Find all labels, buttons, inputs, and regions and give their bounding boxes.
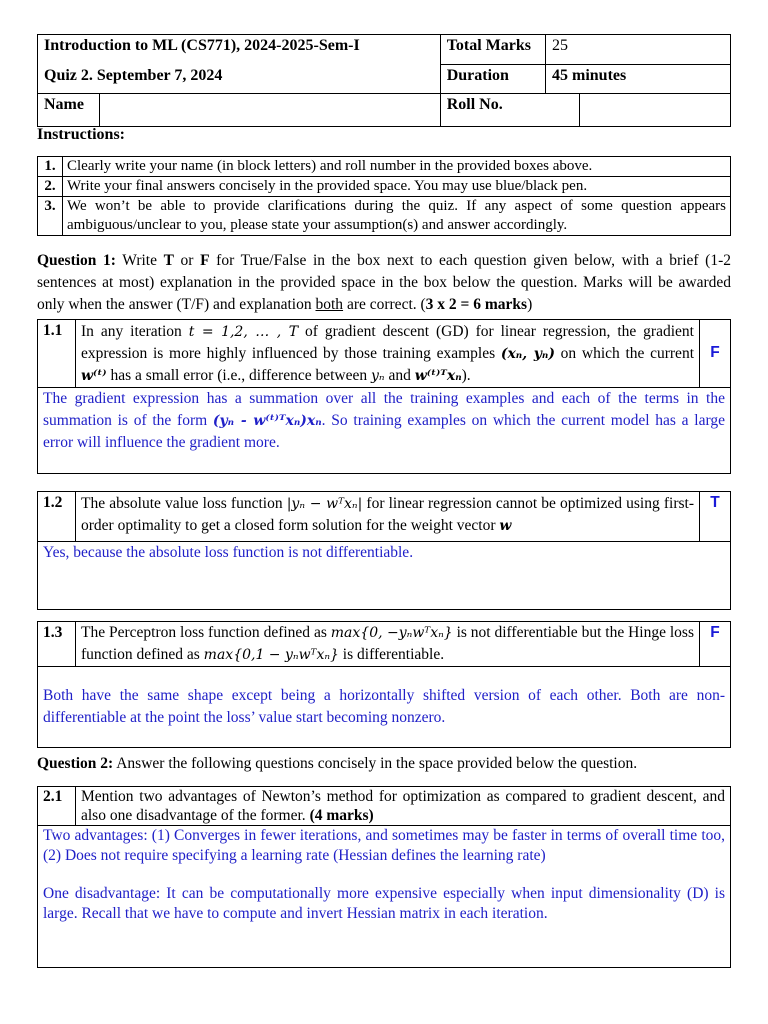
instructions-title: Instructions:	[37, 126, 126, 143]
q1-f: F	[200, 252, 210, 269]
question-text	[76, 492, 700, 542]
question1-intro	[37, 250, 731, 316]
q-text: is not differentiable but the Hinge loss function defined as	[81, 624, 695, 663]
q1-marks: 3 x 2 = 6 marks	[425, 296, 528, 313]
total-marks-value: 25	[546, 35, 731, 65]
math: max{0,1 − yₙwᵀxₙ}	[203, 647, 339, 663]
question-1-3	[37, 621, 731, 748]
instruction-text: Clearly write your name (in block letters) and roll number in the provided boxes above.	[63, 157, 731, 177]
q2-text: Answer the following questions concisely in the space provided below the question.	[113, 755, 638, 772]
instruction-text: We won’t be able to provide clarifications during the quiz. If any aspect of some question appears ambiguous/unclear to you, please state your assumption(s) and answer accordingly.	[63, 197, 731, 236]
q1-t: T	[163, 252, 174, 269]
answer-box[interactable]: T	[700, 492, 731, 542]
solution-text: The gradient expression has a summation over all the training examples and each of the terms in the summation is of the form	[43, 390, 725, 429]
course-title: Introduction to ML (CS771), 2024-2025-Sem-I	[38, 35, 441, 65]
q-text: In any iteration	[81, 323, 189, 340]
solution-box[interactable]: Both have the same shape except being a horizontally shifted version of each other. Both are non-differentiable at the point the loss’ value start becoming nonzero.	[38, 667, 731, 748]
question-text	[76, 320, 700, 388]
roll-label: Roll No.	[440, 94, 545, 127]
q-text: of gradient descent (GD) for linear regression, the gradient expression is more highly influenced by those training examples	[81, 323, 694, 362]
solution-box[interactable]	[38, 826, 731, 968]
solution-text: One disadvantage: It can be computationally more expensive especially when input dimensionality (D) is large. Recall that we have to compute and invert Hessian matrix in each iteration.	[43, 885, 725, 922]
solution-gap	[43, 865, 725, 884]
instruction-num: 2.	[38, 177, 63, 197]
q1-text: for True/False in the box next to each question given below, with a brief (1-2 sentences at most) explanation in the provided space in the box below the question. Marks will be awarded only when the answer (T/F) and explanation	[37, 252, 731, 313]
q-text: on which the current	[554, 345, 694, 362]
q-text: Mention two advantages of Newton’s method for optimization as compared to gradient descent, and also one disadvantage of the former.	[81, 788, 725, 824]
question-number: 2.1	[38, 787, 76, 826]
solution-text: . So training examples on which the current model has a large error will influence the gradient more.	[43, 412, 726, 451]
q-text: has a small error (i.e., difference between	[106, 367, 371, 384]
solution-text: Two advantages: (1) Converges in fewer iterations, and sometimes may be faster in terms of overall time too, (2) Does not require specifying a learning rate (Hessian defines the learning rate)	[43, 827, 725, 864]
total-marks-label: Total Marks	[440, 35, 545, 65]
header-table	[37, 34, 731, 127]
duration-value: 45 minutes	[546, 65, 731, 94]
roll-spacer	[546, 94, 580, 127]
q1-text: Write	[115, 252, 164, 269]
q1-both: both	[315, 296, 344, 313]
name-label: Name	[38, 94, 100, 126]
roll-field[interactable]	[580, 94, 731, 127]
question-number: 1.3	[38, 622, 76, 667]
instruction-num: 3.	[38, 197, 63, 236]
q1-text: or	[173, 252, 201, 269]
math: w	[499, 518, 512, 534]
q-text: and	[384, 367, 415, 384]
math: yₙ	[370, 368, 385, 384]
instructions-table	[37, 156, 731, 236]
question1-label: Question 1:	[37, 252, 116, 269]
q-marks: (4 marks)	[309, 807, 374, 824]
question-text	[76, 787, 731, 826]
name-row	[38, 94, 441, 127]
q-text: The absolute value loss function	[81, 495, 287, 512]
q-text: is differentiable.	[338, 646, 445, 663]
math: max{0, −yₙwᵀxₙ}	[330, 625, 453, 641]
answer-box[interactable]: F	[700, 622, 731, 667]
math: (xₙ, yₙ)	[500, 346, 555, 362]
question-number: 1.2	[38, 492, 76, 542]
answer-box[interactable]: F	[700, 320, 731, 388]
math: w⁽ᵗ⁾	[81, 368, 107, 384]
q1-text: )	[527, 296, 533, 313]
question2-label: Question 2:	[37, 755, 114, 772]
solution-box[interactable]	[38, 388, 731, 474]
q-text: ).	[461, 367, 471, 384]
math: |yₙ − wᵀxₙ|	[286, 496, 363, 512]
q-text: The Perceptron loss function defined as	[81, 624, 331, 641]
solution-box[interactable]: Yes, because the absolute loss function is not differentiable.	[38, 542, 731, 610]
question2-intro	[37, 755, 731, 773]
math: (yₙ - w⁽ᵗ⁾ᵀxₙ)xₙ	[212, 413, 322, 429]
question-1-2	[37, 491, 731, 610]
duration-label: Duration	[440, 65, 545, 94]
instruction-num: 1.	[38, 157, 63, 177]
question-number: 1.1	[38, 320, 76, 388]
name-field[interactable]	[100, 94, 440, 126]
q-text: for linear regression cannot be optimized using first-order optimality to get a closed form solution for the weight vector	[81, 495, 694, 534]
quiz-title: Quiz 2. September 7, 2024	[38, 65, 441, 94]
instruction-text: Write your final answers concisely in the provided space. You may use blue/black pen.	[63, 177, 731, 197]
question-1-1	[37, 319, 731, 474]
question-text	[76, 622, 700, 667]
math: w⁽ᵗ⁾ᵀxₙ	[414, 368, 462, 384]
question-2-1	[37, 786, 731, 968]
q1-text: are correct. (	[343, 296, 426, 313]
math: t = 1,2, … , T	[188, 324, 299, 340]
